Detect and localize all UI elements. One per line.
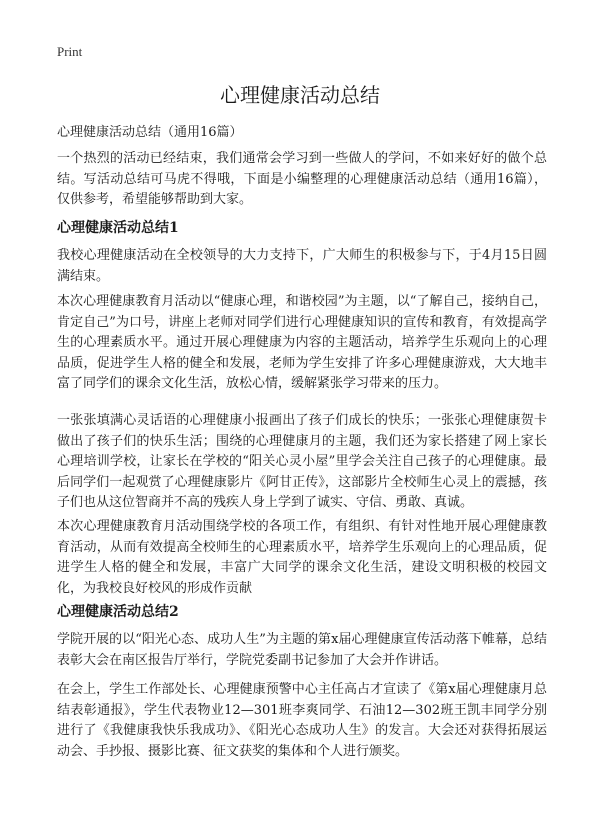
- section-1-paragraph-3: 一张张填满心灵话语的心理健康小报画出了孩子们成长的快乐；一张张心理健康贺卡做出了孩子们的快乐生活；围绕的心理健康月的主题，我们还为家长搭建了网上家长心理培训学校，让家长在学校的“阳关心灵小屋”里学会关注自己孩子的心理健康。最后同学们一起观赏了心理健康影片《阿甘正传》，这部影片全校师生心灵上的震撼，孩子们也从这位智商并不高的残疾人身上学到了诚实、守信、勇敢、真诚。: [57, 413, 547, 510]
- section-1-paragraph-2: 本次心理健康教育月活动以“健康心理，和谐校园”为主题，以“了解自己，接纳自己，肯定自己”为口号，讲座上老师对同学们进行心理健康知识的宣传和教育，有效提高学生的心理素质水平。通过开展心理健康为内容的主题活动，培养学生乐观向上的心理品质，促进学生人格的健全和发展，老师为学生安排了许多心理健康游戏，大大地丰富了同学们的课余文化生活，放松心情，缓解紧张学习带来的压力。: [57, 294, 547, 391]
- print-label: Print: [57, 44, 83, 59]
- section-heading-1: 心理健康活动总结1: [57, 220, 179, 236]
- section-2-paragraph-2: 在会上，学生工作部处长、心理健康预警中心主任高占才宣读了《第x届心理健康月总结表彰通报》，学生代表物业12—301班李爽同学、石油12—302班王凯丰同学分别进行了《我健康我快乐我成功》、《阳光心态成功人生》的发言。大会还对获得拓展运动会、手抄报、摄影比赛、征文获奖的集体和个人进行颁奖。: [57, 682, 547, 759]
- document-title: 心理健康活动总结: [220, 83, 380, 107]
- section-heading-2: 心理健康活动总结2: [57, 604, 179, 620]
- section-2-paragraph-1: 学院开展的以“阳光心态、成功人生”为主题的第x届心理健康宣传活动落下帷幕，总结表彰大会在南区报告厅举行，学院党委副书记参加了大会并作讲话。: [57, 632, 547, 668]
- intro-paragraph: 一个热烈的活动已经结束，我们通常会学习到一些做人的学问，不如来好好的做个总结。写活动总结可马虎不得哦，下面是小编整理的心理健康活动总结（通用16篇），仅供参考，希望能够帮助到大家。: [57, 151, 547, 207]
- section-1-paragraph-4: 本次心理健康教育月活动围绕学校的各项工作，有组织、有针对性地开展心理健康教育活动，从而有效提高全校师生的心理素质水平，培养学生乐观向上的心理品质，促进学生人格的健全和发展，丰富广大同学的课余文化生活，建设文明积极的校园文化，为我校良好校风的形成作贡献: [57, 519, 547, 596]
- section-1-paragraph-1: 我校心理健康活动在全校领导的大力支持下，广大师生的积极参与下，于4月15日圆满结束。: [57, 248, 547, 284]
- document-subtitle: 心理健康活动总结（通用16篇）: [57, 125, 243, 140]
